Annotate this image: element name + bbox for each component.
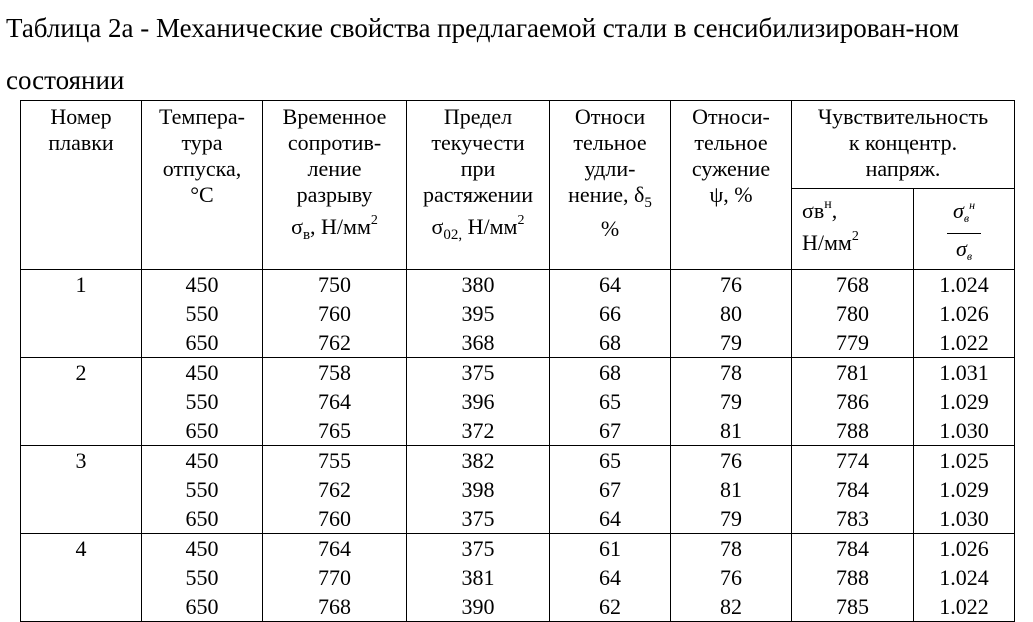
cell-sensitivity-sigma: 774 784 783: [792, 446, 914, 534]
cell-temperature: 450 550 650: [142, 358, 263, 446]
header-sensitivity-ratio: $\frac{\sigma в^н}{\sigma в}$: [914, 189, 1015, 270]
cell-sensitivity-ratio: 1.025 1.029 1.030: [914, 446, 1015, 534]
header-narrowing: Относи- тельное сужение ψ, %: [671, 101, 792, 270]
cell-temperature: 450 550 650: [142, 446, 263, 534]
cell-yield-strength: 375 396 372: [407, 358, 550, 446]
cell-narrowing: 78 76 82: [671, 534, 792, 622]
cell-tensile-strength: 750 760 762: [263, 270, 407, 358]
header-yield-strength: Предел текучести при растяжении $\sigma_{02,}$ $Н/мм^2$: [407, 101, 550, 270]
cell-yield-strength: 382 398 375: [407, 446, 550, 534]
cell-tensile-strength: 764 770 768: [263, 534, 407, 622]
cell-sensitivity-ratio: 1.026 1.024 1.022: [914, 534, 1015, 622]
cell-melt-number: 4: [21, 534, 142, 622]
cell-yield-strength: 375 381 390: [407, 534, 550, 622]
cell-elongation: 64 66 68: [550, 270, 671, 358]
header-sensitivity-sigma: $\sigma в^н$, $Н/мм^2$: [792, 189, 914, 270]
header-tensile-strength: Временное сопротив- ление разрыву $\sigma_в$, $Н/мм^2$: [263, 101, 407, 270]
cell-sensitivity-sigma: 781 786 788: [792, 358, 914, 446]
header-melt-number: Номер плавки: [21, 101, 142, 270]
cell-yield-strength: 380 395 368: [407, 270, 550, 358]
cell-melt-number: 3: [21, 446, 142, 534]
cell-tensile-strength: 755 762 760: [263, 446, 407, 534]
cell-elongation: 68 65 67: [550, 358, 671, 446]
cell-sensitivity-ratio: 1.024 1.026 1.022: [914, 270, 1015, 358]
cell-temperature: 450 550 650: [142, 270, 263, 358]
cell-tensile-strength: 758 764 765: [263, 358, 407, 446]
cell-melt-number: 2: [21, 358, 142, 446]
cell-narrowing: 76 80 79: [671, 270, 792, 358]
cell-sensitivity-ratio: 1.031 1.029 1.030: [914, 358, 1015, 446]
properties-table: [20, 100, 1015, 622]
cell-elongation: 61 64 62: [550, 534, 671, 622]
cell-melt-number: 1: [21, 270, 142, 358]
header-elongation: Относи тельное удли- нение, $\delta_5$ %: [550, 101, 671, 270]
cell-sensitivity-sigma: 784 788 785: [792, 534, 914, 622]
table-title: Таблица 2а - Механические свойства предлагаемой стали в сенсибилизирован-ном состоянии: [6, 13, 960, 95]
table-row: [21, 534, 1015, 622]
table-row: [21, 358, 1015, 446]
cell-sensitivity-sigma: 768 780 779: [792, 270, 914, 358]
table-row: [21, 446, 1015, 534]
cell-narrowing: 76 81 79: [671, 446, 792, 534]
cell-temperature: 450 550 650: [142, 534, 263, 622]
cell-elongation: 65 67 64: [550, 446, 671, 534]
cell-narrowing: 78 79 81: [671, 358, 792, 446]
header-temperature: Темпера- тура отпуска, °С: [142, 101, 263, 270]
table-row: [21, 270, 1015, 358]
header-sensitivity: Чувствительность к концентр. напряж.: [792, 101, 1015, 189]
